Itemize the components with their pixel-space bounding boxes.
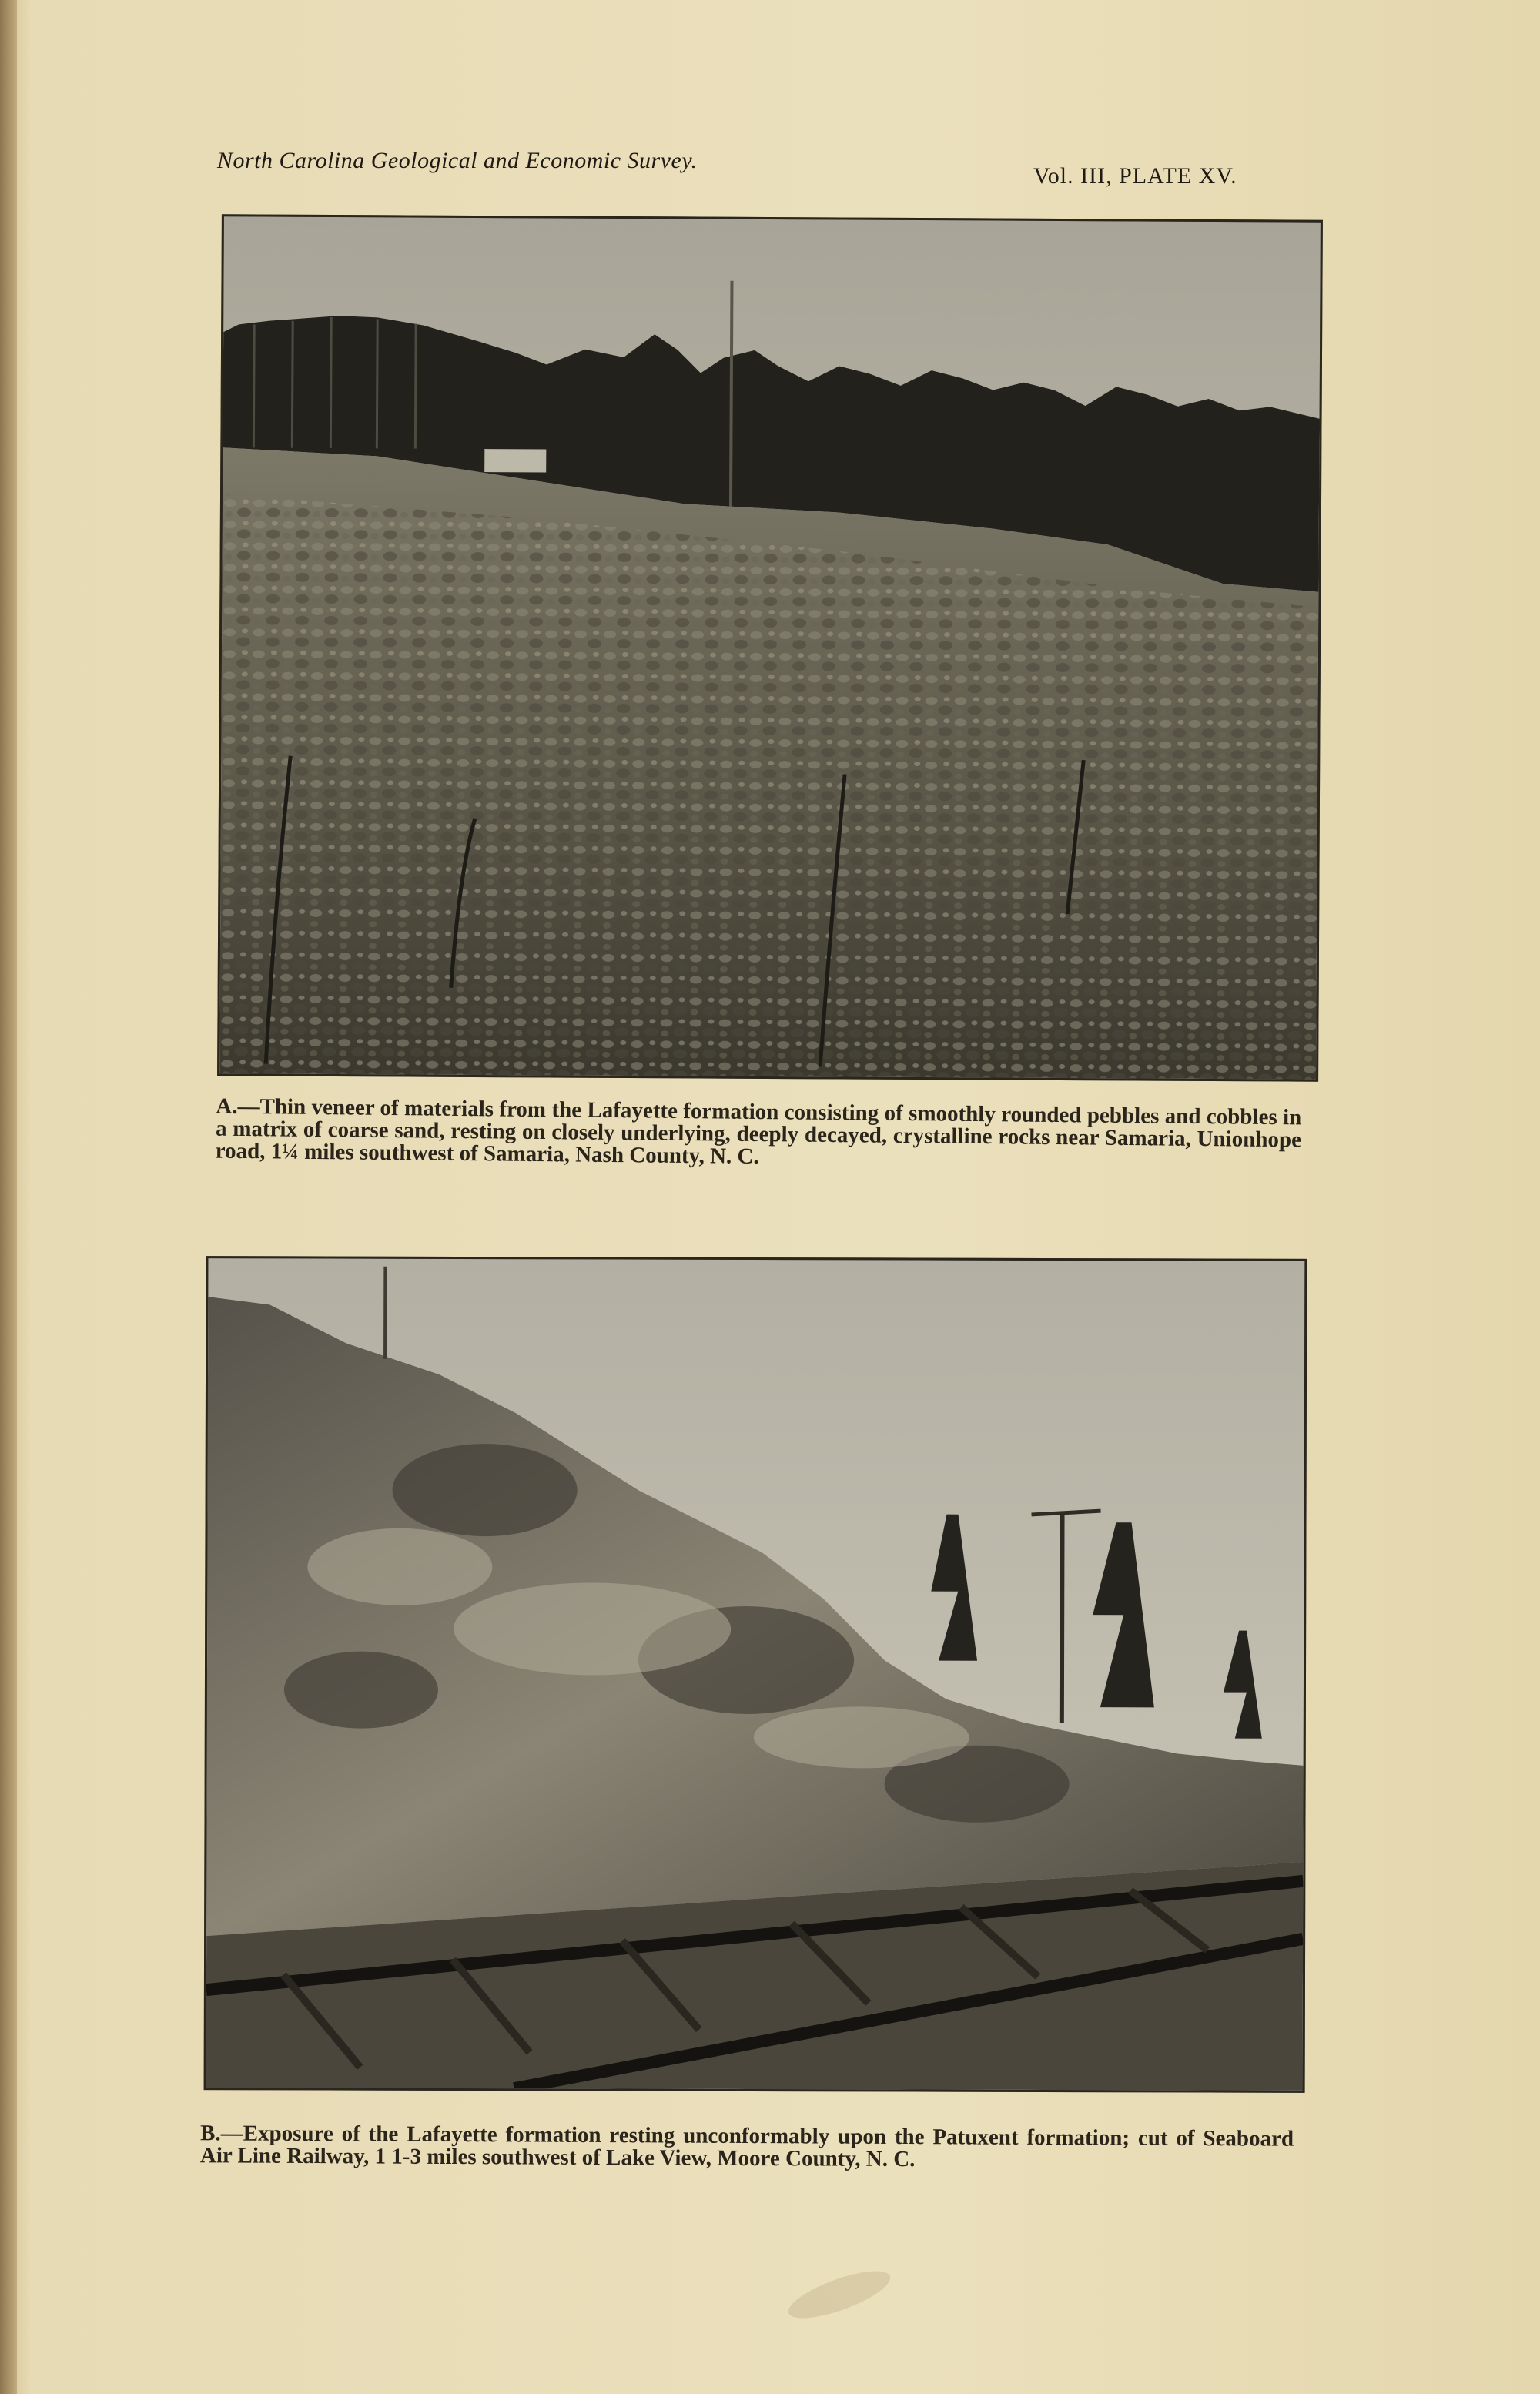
photo-railway-cut [204, 1256, 1307, 2093]
paper-stain [783, 2262, 895, 2327]
photo-hillside-pebbles [217, 214, 1323, 1081]
plate-a-caption: A.—Thin veneer of materials from the Lafayette formation consisting of smoothly rounded pebbles and cobbles in a matrix of coarse sand, resting on closely underlying, deeply decayed, crystalline rocks near Samaria, Unionhope road, 1¼ miles southwest of Samaria, Nash County, N. C. [215, 1093, 1302, 1170]
plate-b-caption: B.—Exposure of the Lafayette formation resting unconformably upon the Patuxent formation; cut of Seaboard Air Line Railway, 1 1-3 miles southwest of Lake View, Moore County, N. C. [199, 2121, 1294, 2172]
binding-edge [0, 0, 17, 2394]
volume-plate-label: Vol. III, PLATE XV. [1033, 163, 1237, 189]
publication-title: North Carolina Geological and Economic Survey. [217, 148, 698, 173]
